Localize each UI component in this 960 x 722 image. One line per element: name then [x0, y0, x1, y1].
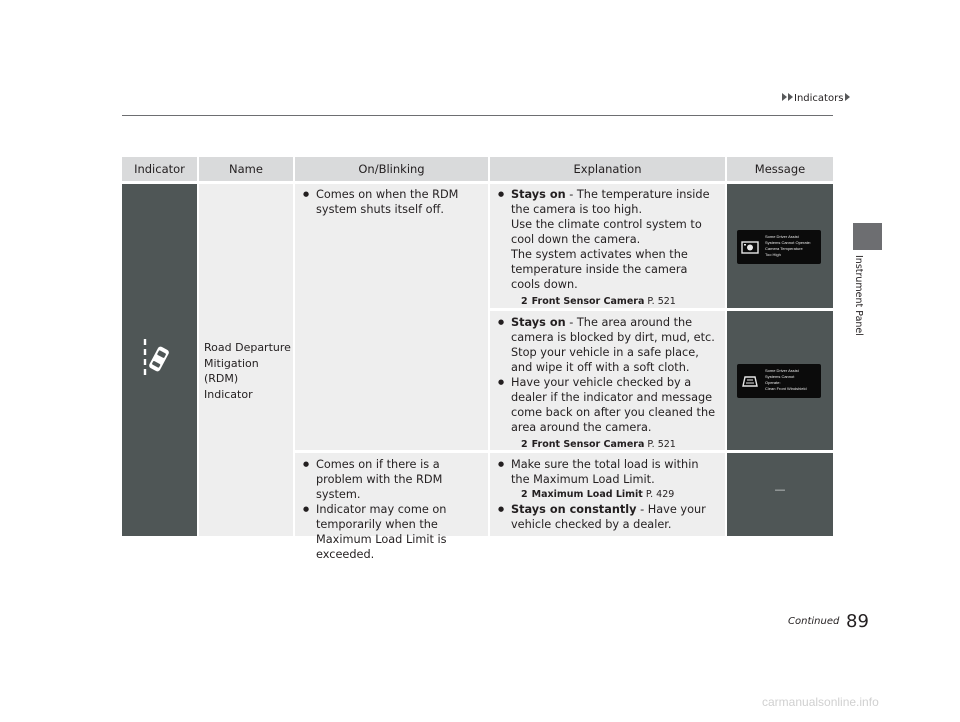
indicator-cell	[122, 184, 197, 536]
chevron-right-icon	[788, 93, 793, 101]
on-blinking-text-3: ● Comes on if there is a problem with the RDM system. ● Indicator may come on temporarily when the Maximum Load Limit is exceeded.	[303, 457, 485, 562]
chevron-right-icon	[845, 93, 850, 101]
on-blinking-cell-3	[295, 453, 488, 561]
lane-departure-car-icon	[140, 337, 174, 377]
cross-reference[interactable]: 2 Maximum Load Limit P. 429	[521, 489, 675, 500]
section-tab	[853, 223, 882, 250]
windshield-icon	[741, 375, 759, 388]
cross-reference[interactable]: 2 Front Sensor Camera P. 521	[521, 439, 676, 450]
page-number: 89	[846, 611, 869, 632]
watermark: carmanualsonline.info	[762, 695, 879, 709]
breadcrumb-label: Indicators	[794, 93, 844, 104]
cross-reference[interactable]: 2 Front Sensor Camera P. 521	[521, 296, 676, 307]
message-display-2	[737, 364, 821, 398]
col-header-indicator: Indicator	[122, 157, 197, 181]
name-cell	[199, 184, 293, 536]
explanation-cell-2	[490, 311, 725, 450]
message-cell-2	[727, 311, 833, 450]
explanation-text-3: ● Make sure the total load is within the Maximum Load Limit. 2 Maximum Load Limit P. 429 ● Stays on constantly - Have your vehicle checked by a dealer.	[498, 457, 720, 532]
col-header-message: Message	[727, 157, 833, 181]
section-label: Instrument Panel	[853, 255, 864, 336]
reference-icon: 2	[521, 439, 528, 450]
chevron-right-icon	[782, 93, 787, 101]
indicator-name: Road Departure Mitigation (RDM) Indicator	[204, 341, 291, 401]
col-header-name: Name	[199, 157, 293, 181]
camera-icon	[741, 241, 759, 254]
col-header-on-blinking: On/Blinking	[295, 157, 488, 181]
reference-icon: 2	[521, 296, 528, 307]
explanation-cell-1	[490, 184, 725, 308]
continued-label: Continued	[788, 616, 840, 627]
explanation-text-1: ● Stays on - The temperature inside the camera is too high. Use the climate control system to cool down the camera. The system activates when the temperature inside the camera cools down. 2 Front Sensor Camera P. 521	[498, 187, 720, 309]
col-header-explanation: Explanation	[490, 157, 725, 181]
header-rule	[122, 115, 833, 116]
on-blinking-text: ● Comes on when the RDM system shuts itself off.	[303, 187, 485, 217]
explanation-cell-3	[490, 453, 725, 536]
message-display-1	[737, 230, 821, 264]
no-message: —	[774, 483, 786, 496]
message-cell-3	[727, 453, 833, 536]
message-cell-1	[727, 184, 833, 308]
reference-icon: 2	[521, 489, 528, 500]
explanation-text-2: ● Stays on - The area around the camera is blocked by dirt, mud, etc. Stop your vehicle in a safe place, and wipe it off with a soft cloth. ● Have your vehicle checked by a dealer if the indicator and message come back on after you cleaned the area around the camera. 2 Front Sensor Camera P. 521	[498, 315, 720, 452]
breadcrumb	[782, 93, 851, 104]
message-text-1: Some Driver Assist Systems Cannot Operate: Camera Temperature Too High	[765, 234, 812, 257]
message-text-2: Some Driver Assist Systems Cannot Operate: Clean Front Windshield	[765, 368, 807, 391]
